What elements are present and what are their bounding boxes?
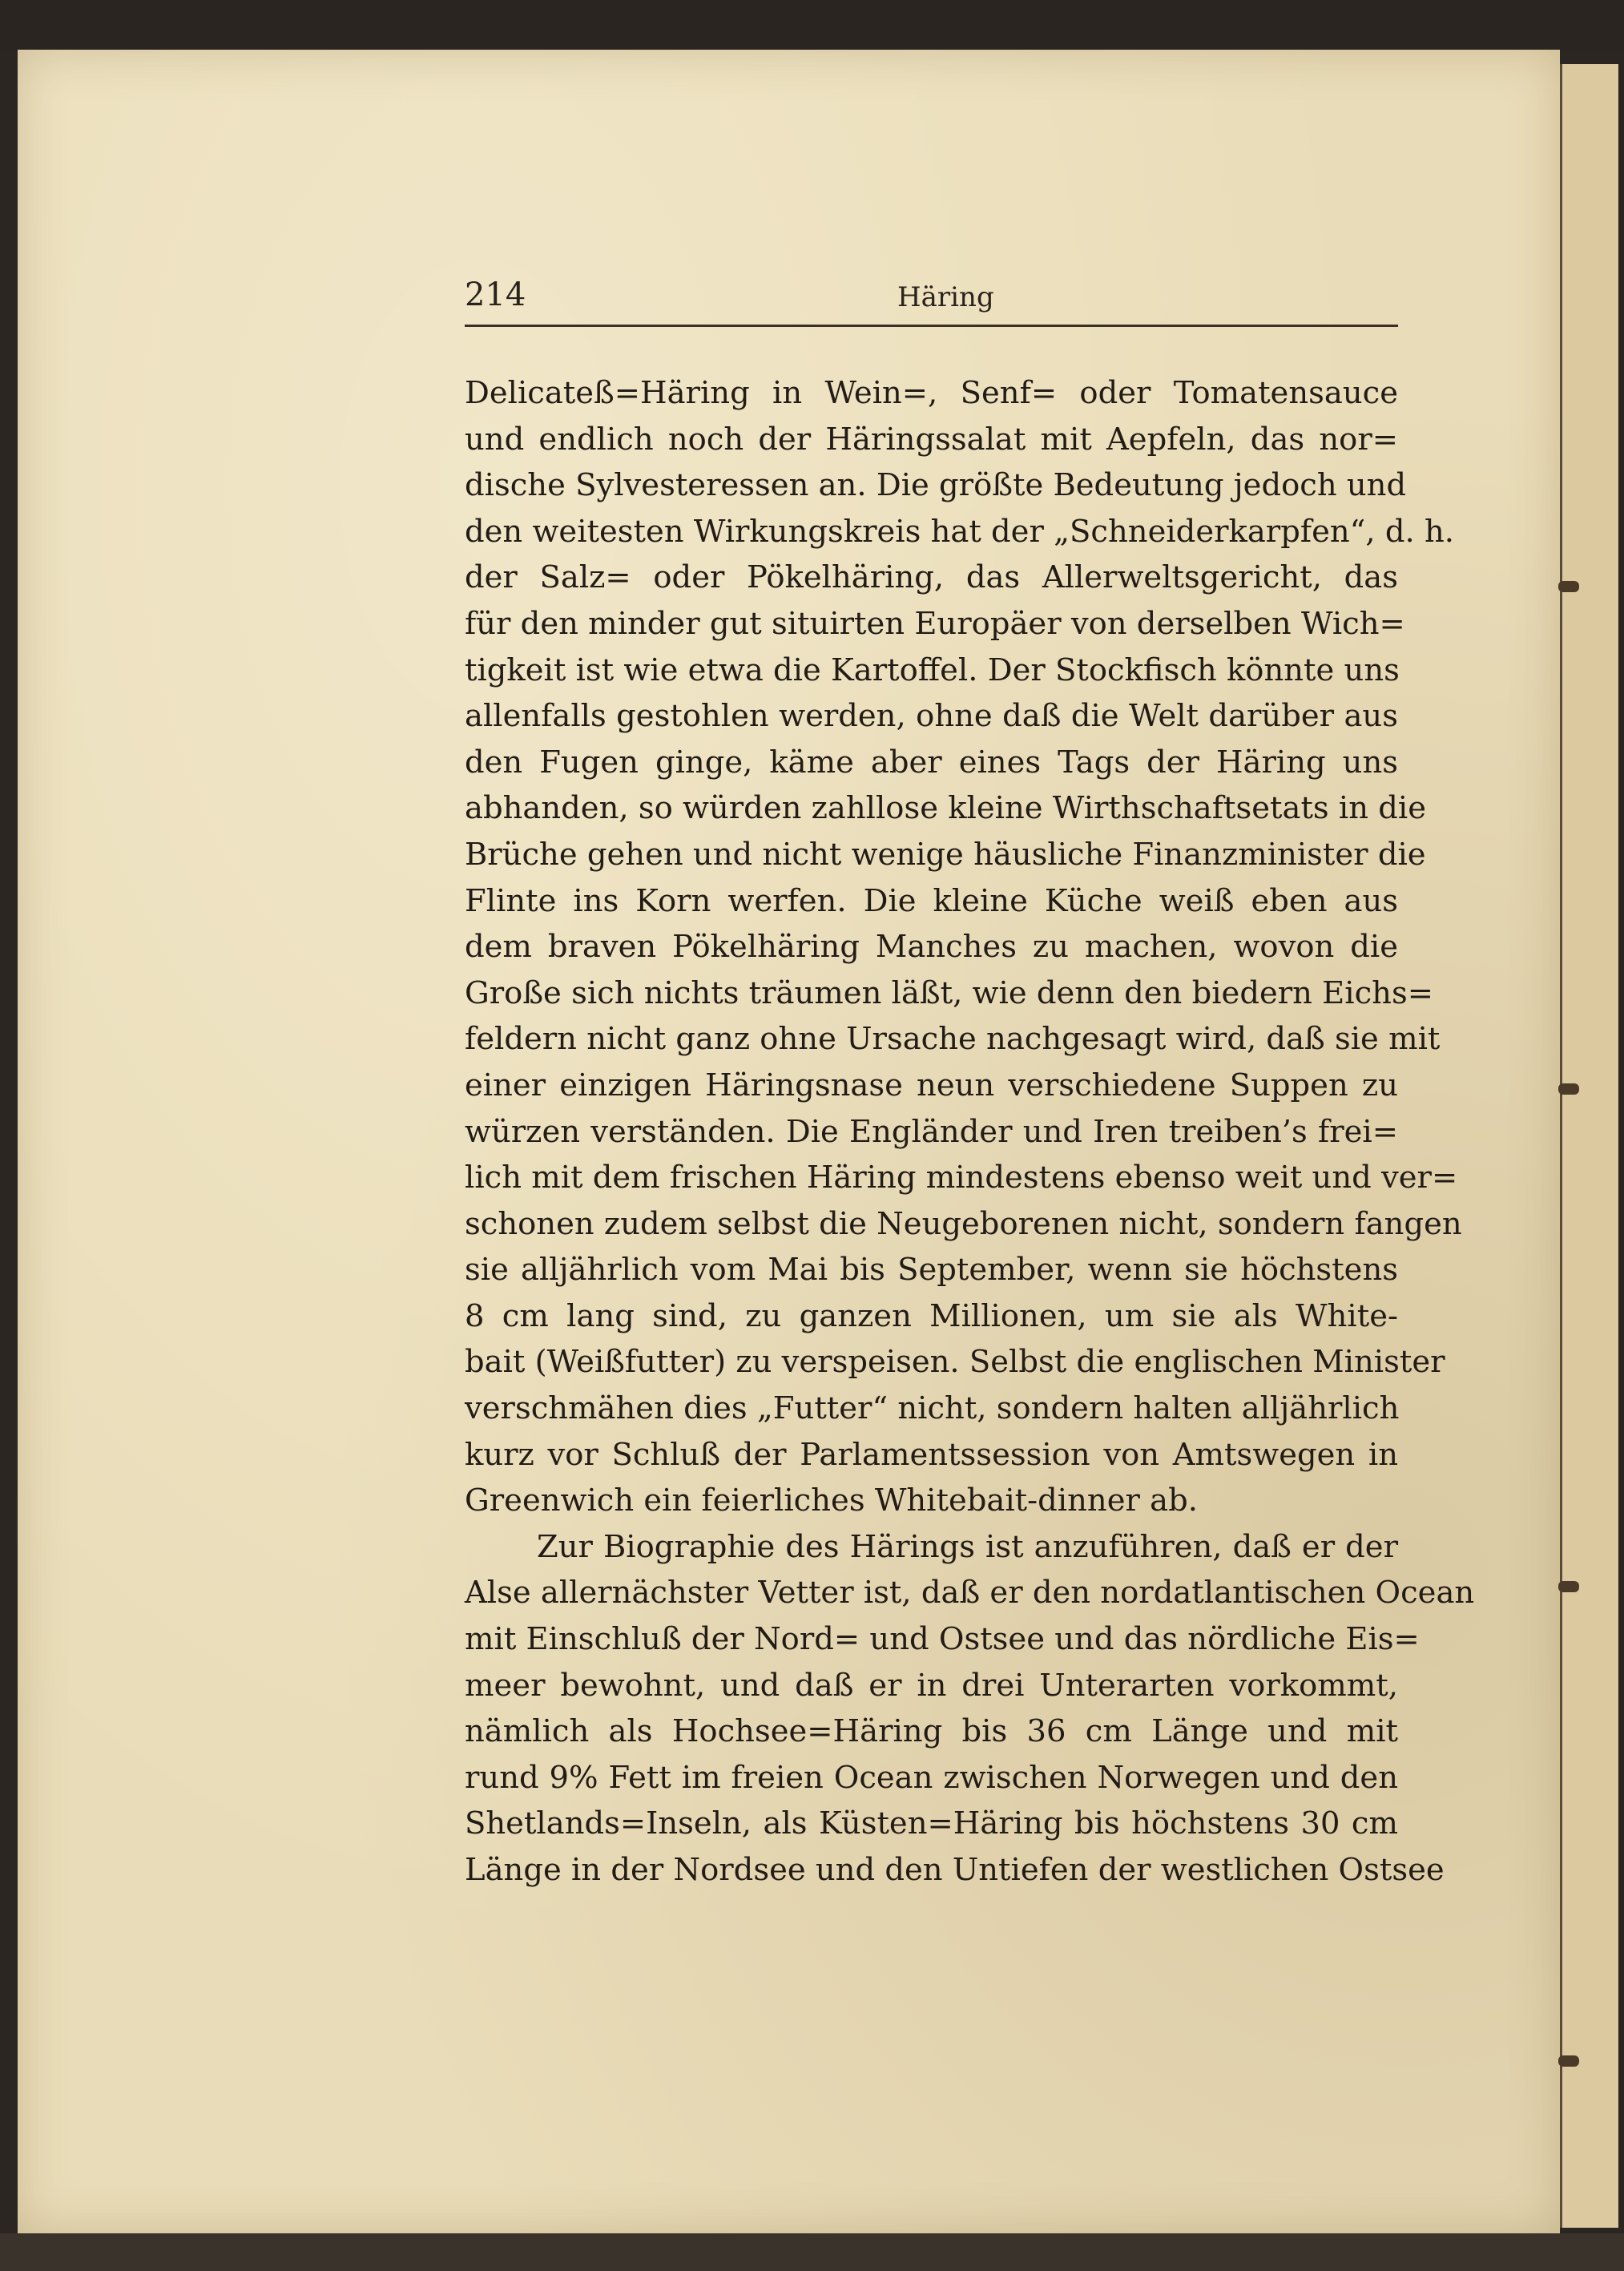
text-line: Zur Biographie des Härings ist anzuführen, daß er der bbox=[537, 1528, 1398, 1565]
text-line: 8 cm lang sind, zu ganzen Millionen, um sie als White- bbox=[465, 1297, 1398, 1334]
text-line: einer einzigen Häringsnase neun verschiedene Suppen zu bbox=[465, 1067, 1398, 1103]
text-line: Brüche gehen und nicht wenige häusliche Finanzminister die bbox=[465, 836, 1426, 873]
page-header bbox=[465, 276, 1398, 327]
text-line: feldern nicht ganz ohne Ursache nachgesagt wird, daß sie mit bbox=[465, 1021, 1441, 1058]
text-line: Greenwich ein feierliches Whitebait-dinner ab. bbox=[465, 1482, 1198, 1519]
page-number: 214 bbox=[465, 276, 526, 313]
text-line: für den minder gut situirten Europäer von derselben Wich= bbox=[465, 605, 1405, 642]
binding-thread bbox=[1558, 1581, 1579, 1592]
text-line: Flinte ins Korn werfen. Die kleine Küche weiß eben aus bbox=[465, 882, 1398, 919]
text-line: mit Einschluß der Nord= und Ostsee und das nördliche Eis= bbox=[465, 1621, 1420, 1658]
paragraph bbox=[465, 1524, 1475, 1894]
text-line: und endlich noch der Häringssalat mit Aepfeln, das nor= bbox=[465, 421, 1398, 458]
text-line: kurz vor Schluß der Parlamentssession von Amtswegen in bbox=[465, 1436, 1398, 1473]
text-line: Alse allernächster Vetter ist, daß er den nordatlantischen Ocean bbox=[465, 1575, 1475, 1611]
text-line: dische Sylvesteressen an. Die größte Bedeutung jedoch und bbox=[465, 467, 1407, 504]
text-line: Delicateß=Häring in Wein=, Senf= oder Tomatensauce bbox=[465, 375, 1398, 411]
text-line: würzen verständen. Die Engländer und Iren treiben’s frei= bbox=[465, 1113, 1398, 1150]
running-head: Häring bbox=[897, 281, 994, 313]
binding-thread bbox=[1558, 1083, 1579, 1095]
text-line: Länge in der Nordsee und den Untiefen der westlichen Ostsee bbox=[465, 1852, 1445, 1888]
text-line: Große sich nichts träumen läßt, wie denn den biedern Eichs= bbox=[465, 974, 1433, 1011]
text-line: der Salz= oder Pökelhäring, das Allerweltsgericht, das bbox=[465, 559, 1398, 596]
paragraph bbox=[465, 370, 1462, 1524]
text-line: rund 9% Fett im freien Ocean zwischen Norwegen und den bbox=[465, 1759, 1398, 1796]
facing-page-edge bbox=[1560, 64, 1618, 2228]
text-line: meer bewohnt, und daß er in drei Unterarten vorkommt, bbox=[465, 1667, 1398, 1704]
scan-background-top bbox=[0, 0, 1624, 50]
text-line: sie alljährlich vom Mai bis September, wenn sie höchstens bbox=[465, 1252, 1398, 1289]
text-line: dem braven Pökelhäring Manches zu machen, wovon die bbox=[465, 929, 1398, 966]
text-line: verschmähen dies „Futter“ nicht, sondern halten alljährlich bbox=[465, 1390, 1400, 1427]
text-line: bait (Weißfutter) zu verspeisen. Selbst die englischen Minister bbox=[465, 1344, 1445, 1381]
scan-background-bottom bbox=[0, 2233, 1624, 2271]
binding-thread bbox=[1558, 2055, 1579, 2067]
text-line: nämlich als Hochsee=Häring bis 36 cm Länge und mit bbox=[465, 1713, 1398, 1750]
text-line: schonen zudem selbst die Neugeborenen nicht, sondern fangen bbox=[465, 1205, 1462, 1242]
text-line: allenfalls gestohlen werden, ohne daß die Welt darüber aus bbox=[465, 698, 1398, 735]
text-line: den Fugen ginge, käme aber eines Tags der Häring uns bbox=[465, 744, 1398, 781]
text-line: abhanden, so würden zahllose kleine Wirthschaftsetats in die bbox=[465, 790, 1427, 827]
text-line: Shetlands=Inseln, als Küsten=Häring bis höchstens 30 cm bbox=[465, 1805, 1398, 1842]
text-line: tigkeit ist wie etwa die Kartoffel. Der Stockfisch könnte uns bbox=[465, 651, 1400, 688]
binding-thread bbox=[1558, 581, 1579, 592]
text-line: den weitesten Wirkungskreis hat der „Schneiderkarpfen“, d. h. bbox=[465, 513, 1454, 550]
text-line: lich mit dem frischen Häring mindestens ebenso weit und ver= bbox=[465, 1160, 1458, 1196]
body-text bbox=[465, 370, 1475, 1894]
